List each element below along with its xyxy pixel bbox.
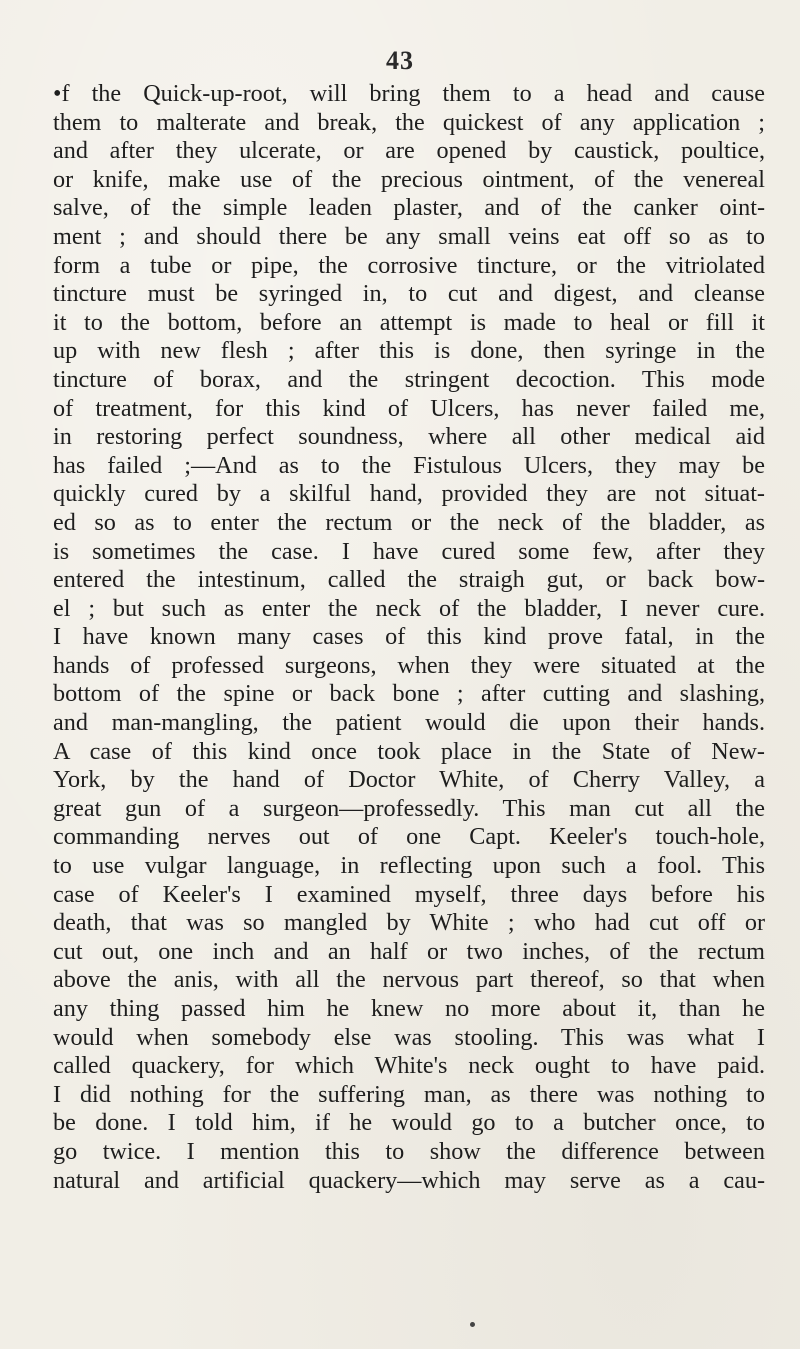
page-number: 43 xyxy=(386,46,414,75)
text-line: to use vulgar language, in reflecting upon such a fool. This xyxy=(53,852,765,880)
body-text xyxy=(53,80,765,1195)
text-line: or knife, make use of the precious ointment, of the venereal xyxy=(53,165,765,193)
text-line: quickly cured by a skilful hand, provided they are not situat- xyxy=(53,480,765,508)
text-line: would when somebody else was stooling. This was what I xyxy=(53,1023,765,1051)
text-line: above the anis, with all the nervous part thereof, so that when xyxy=(53,966,765,994)
text-line: ment ; and should there be any small veins eat off so as to xyxy=(53,222,765,250)
text-line: death, that was so mangled by White ; who had cut off or xyxy=(53,909,765,937)
text-line: hands of professed surgeons, when they were situated at the xyxy=(53,651,765,679)
text-line: in restoring perfect soundness, where all other medical aid xyxy=(53,423,765,451)
text-line: them to malterate and break, the quickest of any application ; xyxy=(53,108,765,136)
text-line: salve, of the simple leaden plaster, and of the canker oint- xyxy=(53,194,765,222)
text-line: up with new flesh ; after this is done, then syringe in the xyxy=(53,337,765,365)
text-line: is sometimes the case. I have cured some few, after they xyxy=(53,537,765,565)
text-line: and man-mangling, the patient would die upon their hands. xyxy=(53,709,765,737)
text-line: tincture of borax, and the stringent decoction. This mode xyxy=(53,365,765,393)
text-line: York, by the hand of Doctor White, of Cherry Valley, a xyxy=(53,766,765,794)
text-line: it to the bottom, before an attempt is made to heal or fill it xyxy=(53,308,765,336)
text-line: I have known many cases of this kind prove fatal, in the xyxy=(53,623,765,651)
text-line: ed so as to enter the rectum or the neck of the bladder, as xyxy=(53,508,765,536)
text-line: has failed ;—And as to the Fistulous Ulcers, they may be xyxy=(53,451,765,479)
text-line: case of Keeler's I examined myself, three days before his xyxy=(53,880,765,908)
text-line: tincture must be syringed in, to cut and digest, and cleanse xyxy=(53,280,765,308)
text-line: I did nothing for the suffering man, as there was nothing to xyxy=(53,1080,765,1108)
text-line: bottom of the spine or back bone ; after cutting and slashing, xyxy=(53,680,765,708)
text-line: called quackery, for which White's neck ought to have paid. xyxy=(53,1052,765,1080)
text-line: A case of this kind once took place in the State of New- xyxy=(53,737,765,765)
text-line: and after they ulcerate, or are opened by caustick, poultice, xyxy=(53,137,765,165)
text-line: go twice. I mention this to show the difference between xyxy=(53,1137,765,1165)
text-line: great gun of a surgeon—professedly. This man cut all the xyxy=(53,794,765,822)
text-line: be done. I told him, if he would go to a butcher once, to xyxy=(53,1109,765,1137)
text-line: any thing passed him he knew no more about it, than he xyxy=(53,995,765,1022)
text-line: •f the Quick-up-root, will bring them to a head and cause xyxy=(53,80,765,107)
text-line: el ; but such as enter the neck of the bladder, I never cure. xyxy=(53,594,765,622)
ink-speck xyxy=(470,1322,475,1327)
text-line: natural and artificial quackery—which may serve as a cau- xyxy=(53,1166,765,1194)
text-line: of treatment, for this kind of Ulcers, has never failed me, xyxy=(53,394,765,422)
text-line: commanding nerves out of one Capt. Keeler's touch-hole, xyxy=(53,823,765,851)
text-line: entered the intestinum, called the straigh gut, or back bow- xyxy=(53,566,765,594)
text-line: cut out, one inch and an half or two inches, of the rectum xyxy=(53,937,765,965)
text-line: form a tube or pipe, the corrosive tincture, or the vitriolated xyxy=(53,251,765,279)
